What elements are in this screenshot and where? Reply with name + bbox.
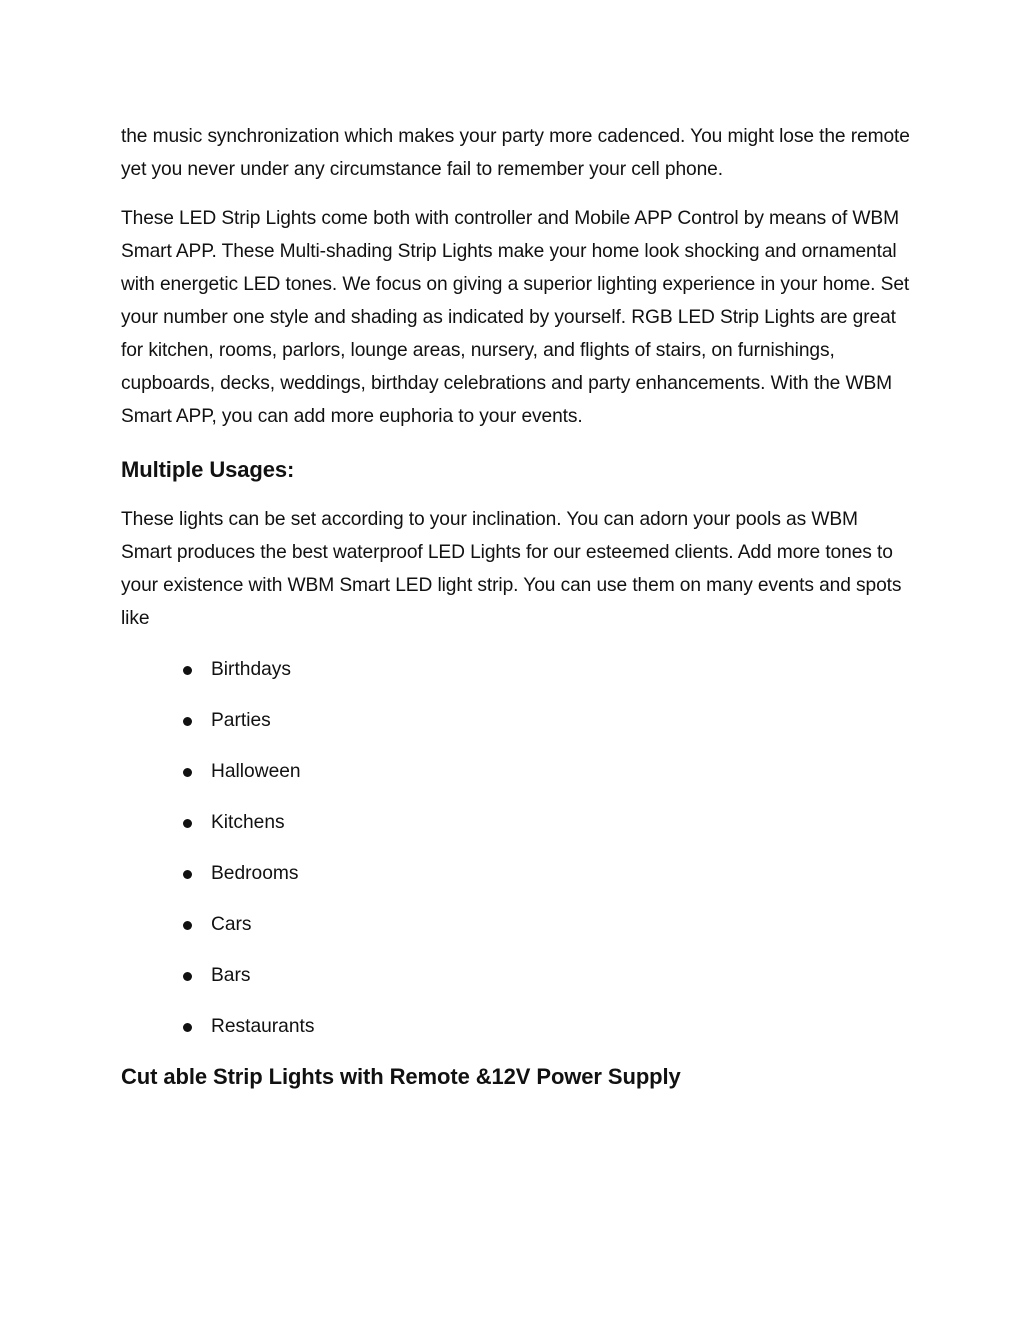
list-item — [121, 755, 911, 806]
bullet-icon — [183, 717, 192, 726]
bullet-icon — [183, 819, 192, 828]
list-item-label: Bedrooms — [211, 863, 299, 884]
bullet-icon — [183, 666, 192, 675]
bullet-icon — [183, 972, 192, 981]
list-item-label: Cars — [211, 914, 252, 935]
bullet-icon — [183, 921, 192, 930]
bullet-icon — [183, 870, 192, 879]
list-item-label: Bars — [211, 965, 251, 986]
list-item — [121, 806, 911, 857]
bullet-icon — [183, 768, 192, 777]
list-item-label: Kitchens — [211, 812, 285, 833]
features-paragraph: These LED Strip Lights come both with controller and Mobile APP Control by means of WBM Smart APP. These Multi-shading Strip Lights make your home look shocking and ornamental with energetic LED tones. We focus on giving a superior lighting experience in your home. Set your number one style and shading as indicated by yourself. RGB LED Strip Lights are great for kitchen, rooms, parlors, lounge areas, nursery, and flights of stairs, on furnishings, cupboards, decks, weddings, birthday celebrations and party enhancements. With the WBM Smart APP, you can add more euphoria to your events. — [121, 208, 910, 427]
cut-able-strip-lights-heading: Cut able Strip Lights with Remote &12V Power Supply — [121, 1064, 681, 1089]
list-item-label: Halloween — [211, 761, 301, 782]
list-item-label: Parties — [211, 710, 271, 731]
usage-list — [121, 653, 911, 1044]
list-item — [121, 704, 911, 755]
bullet-icon — [183, 1023, 192, 1032]
list-item-label: Restaurants — [211, 1016, 315, 1037]
multiple-usages-heading: Multiple Usages: — [121, 457, 295, 482]
list-item — [121, 653, 911, 704]
list-item — [121, 857, 911, 908]
usages-paragraph: These lights can be set according to your inclination. You can adorn your pools as WBM Smart produces the best waterproof LED Lights for our esteemed clients. Add more tones to your existence with WBM Smart LED light strip. You can use them on many events and spots like — [121, 509, 902, 629]
list-item — [121, 1010, 911, 1044]
list-item-label: Birthdays — [211, 659, 291, 680]
document-page — [121, 120, 911, 1094]
list-item — [121, 908, 911, 959]
list-item — [121, 959, 911, 1010]
intro-paragraph: the music synchronization which makes your party more cadenced. You might lose the remote yet you never under any circumstance fail to remember your cell phone. — [121, 126, 910, 180]
